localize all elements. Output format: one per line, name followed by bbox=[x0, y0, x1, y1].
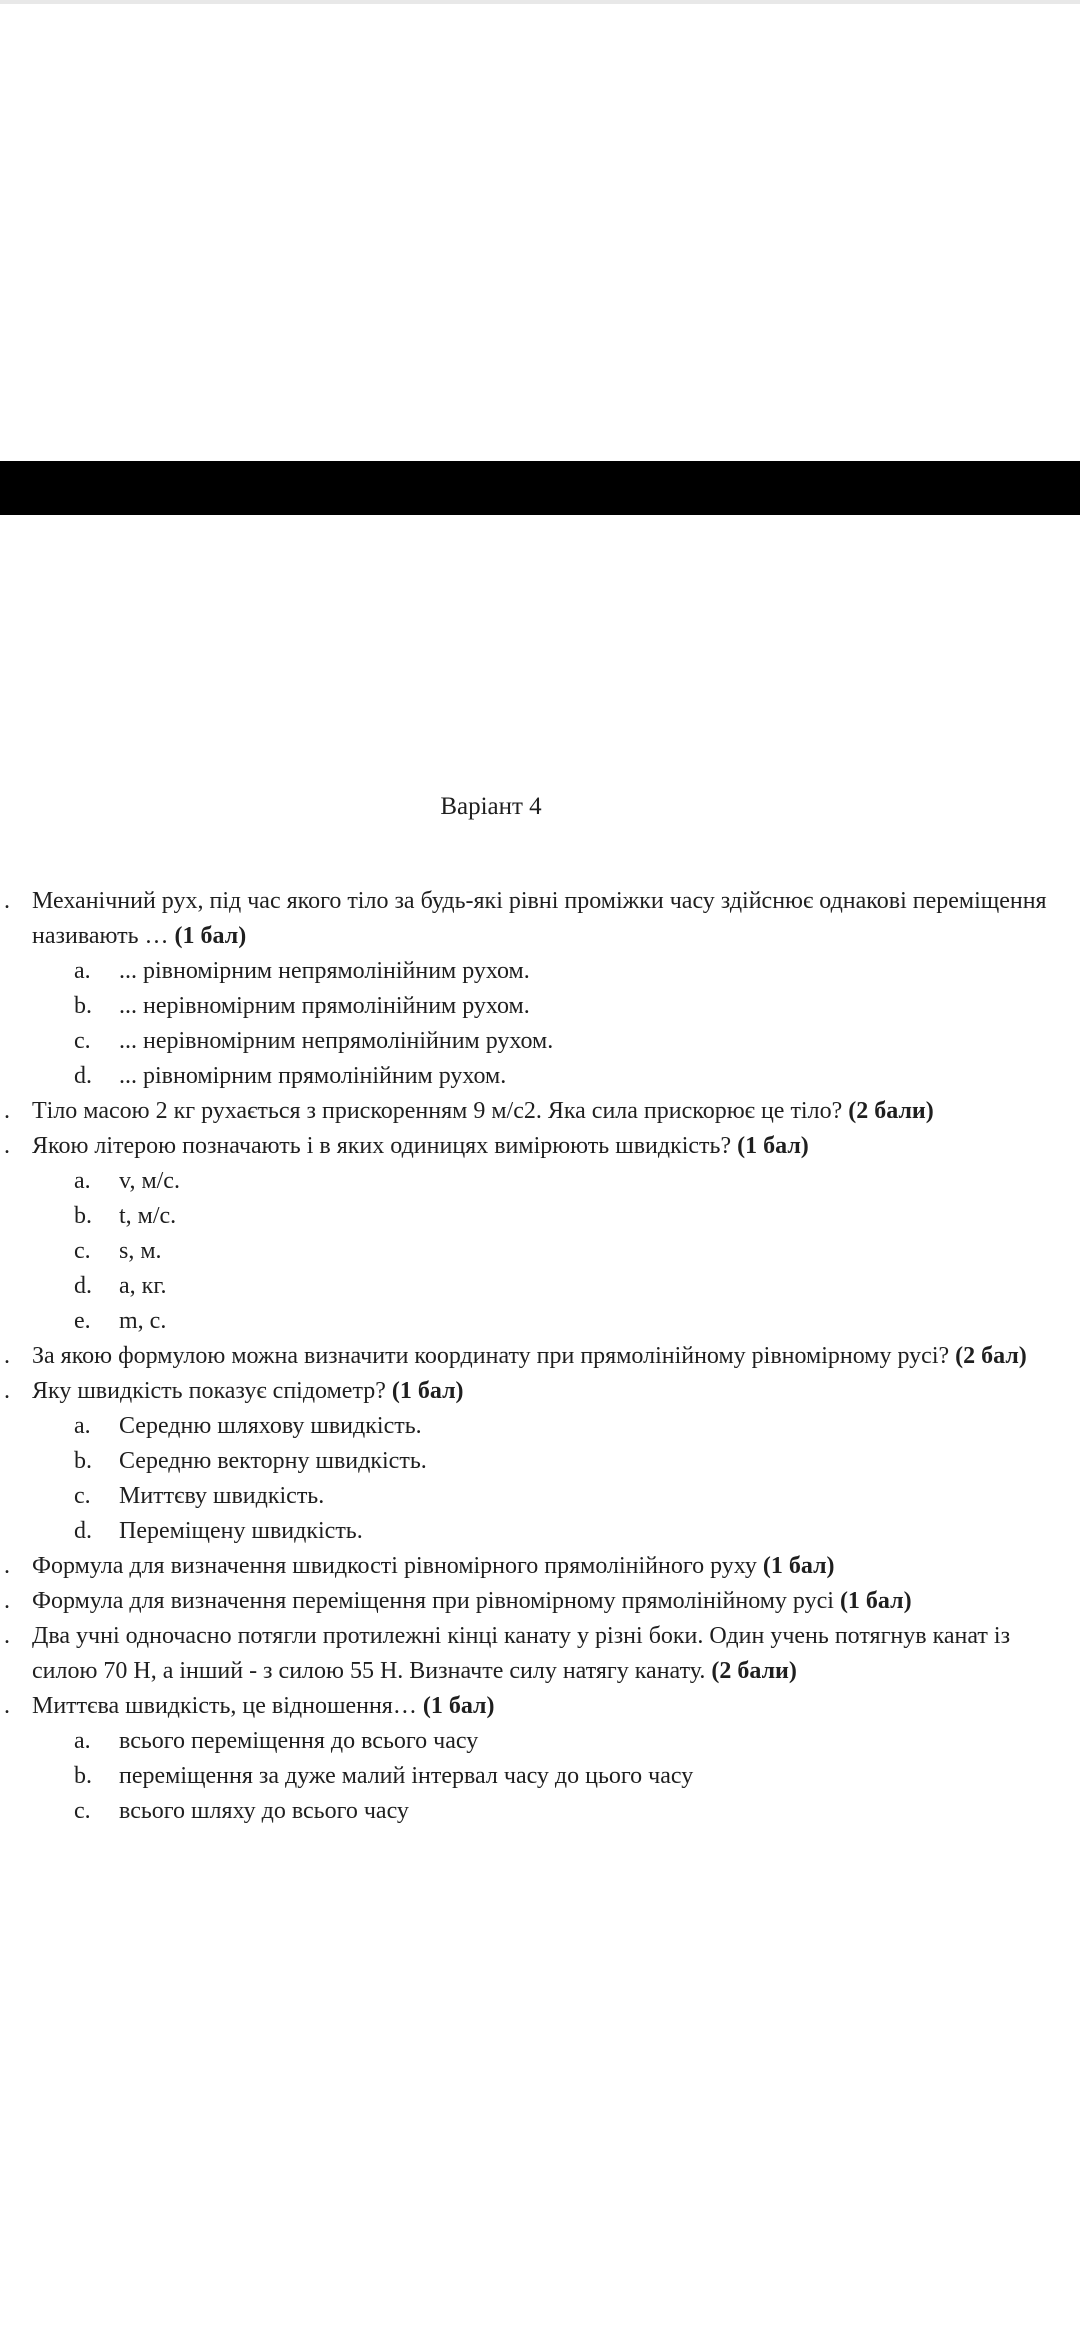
option-letter: a. bbox=[74, 1728, 91, 1754]
option-letter: d. bbox=[74, 1518, 92, 1544]
question-points: (2 бал) bbox=[955, 1343, 1027, 1369]
page-title: Варіант 4 bbox=[440, 793, 542, 820]
answer-option bbox=[0, 1794, 1080, 1829]
option-letter: b. bbox=[74, 1763, 92, 1789]
option-text: a, кг. bbox=[119, 1273, 167, 1299]
option-text: v, м/с. bbox=[119, 1168, 180, 1194]
question-item bbox=[0, 1689, 1080, 1724]
option-letter: b. bbox=[74, 993, 92, 1019]
option-letter: a. bbox=[74, 1168, 91, 1194]
question-number: . bbox=[4, 1098, 10, 1124]
question-text: За якою формулою можна визначити координату при прямолінійному рівномірному русі? bbox=[32, 1343, 956, 1369]
question-item bbox=[0, 884, 1080, 954]
question-text: Яку швидкість показує спідометр? bbox=[32, 1378, 392, 1404]
answer-option bbox=[0, 1269, 1080, 1304]
answer-option bbox=[0, 1024, 1080, 1059]
question-text: Якою літерою позначають і в яких одиницях вимірюють швидкість? bbox=[32, 1133, 738, 1159]
option-text: ... рівномірним прямолінійним рухом. bbox=[119, 1063, 507, 1089]
question-number: . bbox=[4, 1378, 10, 1404]
question-number: . bbox=[4, 1588, 10, 1614]
option-text: ... нерівномірним непрямолінійним рухом. bbox=[119, 1028, 554, 1054]
option-letter: c. bbox=[74, 1798, 91, 1824]
answer-option bbox=[0, 989, 1080, 1024]
option-letter: d. bbox=[74, 1063, 92, 1089]
option-text: ... рівномірним непрямолінійним рухом. bbox=[119, 958, 530, 984]
option-text: всього шляху до всього часу bbox=[119, 1798, 409, 1824]
option-text: переміщення за дуже малий інтервал часу до цього часу bbox=[119, 1763, 694, 1789]
option-text: Миттєву швидкість. bbox=[119, 1483, 325, 1509]
question-item bbox=[0, 1094, 1080, 1129]
answer-option bbox=[0, 1724, 1080, 1759]
question-text: Два учні одночасно потягли протилежні кінці канату у різні боки. Один учень потягнув канат із силою 70 Н, а інший - з силою 55 Н. Визначте силу натягу канату. bbox=[32, 1623, 1011, 1684]
answer-option bbox=[0, 1479, 1080, 1514]
question-points: (2 бали) bbox=[711, 1658, 797, 1684]
answer-option bbox=[0, 1059, 1080, 1094]
question-item bbox=[0, 1374, 1080, 1409]
answer-option bbox=[0, 1514, 1080, 1549]
option-letter: b. bbox=[74, 1448, 92, 1474]
question-points: (2 бали) bbox=[848, 1098, 934, 1124]
question-number: . bbox=[4, 888, 10, 914]
question-item bbox=[0, 1619, 1080, 1689]
option-text: s, м. bbox=[119, 1238, 162, 1264]
question-text: Формула для визначення швидкості рівномірного прямолінійного руху bbox=[32, 1553, 763, 1579]
option-letter: c. bbox=[74, 1028, 91, 1054]
option-letter: a. bbox=[74, 958, 91, 984]
question-number: . bbox=[4, 1693, 10, 1719]
option-letter: d. bbox=[74, 1273, 92, 1299]
question-text: Тіло масою 2 кг рухається з прискоренням 9 м/с2. Яка сила прискорює це тіло? bbox=[32, 1098, 849, 1124]
option-text: m, с. bbox=[119, 1308, 167, 1334]
question-list bbox=[0, 884, 1080, 1829]
option-text: ... нерівномірним прямолінійним рухом. bbox=[119, 993, 530, 1019]
option-text: Середню шляхову швидкість. bbox=[119, 1413, 422, 1439]
question-item bbox=[0, 1549, 1080, 1584]
question-text: Миттєва швидкість, це відношення… bbox=[32, 1693, 423, 1719]
question-text: Механічний рух, під час якого тіло за будь-які рівні проміжки часу здійснює однакові переміщення називають … bbox=[32, 888, 1047, 949]
question-item bbox=[0, 1339, 1080, 1374]
question-points: (1 бал) bbox=[174, 923, 247, 949]
question-points: (1 бал) bbox=[422, 1693, 495, 1719]
question-number: . bbox=[4, 1623, 10, 1649]
question-points: (1 бал) bbox=[391, 1378, 464, 1404]
answer-option bbox=[0, 1759, 1080, 1794]
answer-option bbox=[0, 1199, 1080, 1234]
answer-option bbox=[0, 954, 1080, 989]
question-number: . bbox=[4, 1343, 10, 1369]
option-letter: a. bbox=[74, 1413, 91, 1439]
question-points: (1 бал) bbox=[762, 1553, 835, 1579]
option-text: Середню векторну швидкість. bbox=[119, 1448, 427, 1474]
answer-option bbox=[0, 1409, 1080, 1444]
question-points: (1 бал) bbox=[839, 1588, 912, 1614]
option-text: всього переміщення до всього часу bbox=[119, 1728, 479, 1754]
answer-option bbox=[0, 1234, 1080, 1269]
question-number: . bbox=[4, 1133, 10, 1159]
answer-option bbox=[0, 1444, 1080, 1479]
question-number: . bbox=[4, 1553, 10, 1579]
question-points: (1 бал) bbox=[737, 1133, 809, 1159]
question-item bbox=[0, 1129, 1080, 1164]
option-text: t, м/с. bbox=[119, 1203, 177, 1229]
question-item bbox=[0, 1584, 1080, 1619]
question-text: Формула для визначення переміщення при рівномірному прямолінійному русі bbox=[32, 1588, 840, 1614]
answer-option bbox=[0, 1304, 1080, 1339]
option-letter: c. bbox=[74, 1238, 91, 1264]
answer-option bbox=[0, 1164, 1080, 1199]
option-letter: e. bbox=[74, 1308, 91, 1334]
option-text: Переміщену швидкість. bbox=[119, 1518, 363, 1544]
option-letter: b. bbox=[74, 1203, 92, 1229]
option-letter: c. bbox=[74, 1483, 91, 1509]
